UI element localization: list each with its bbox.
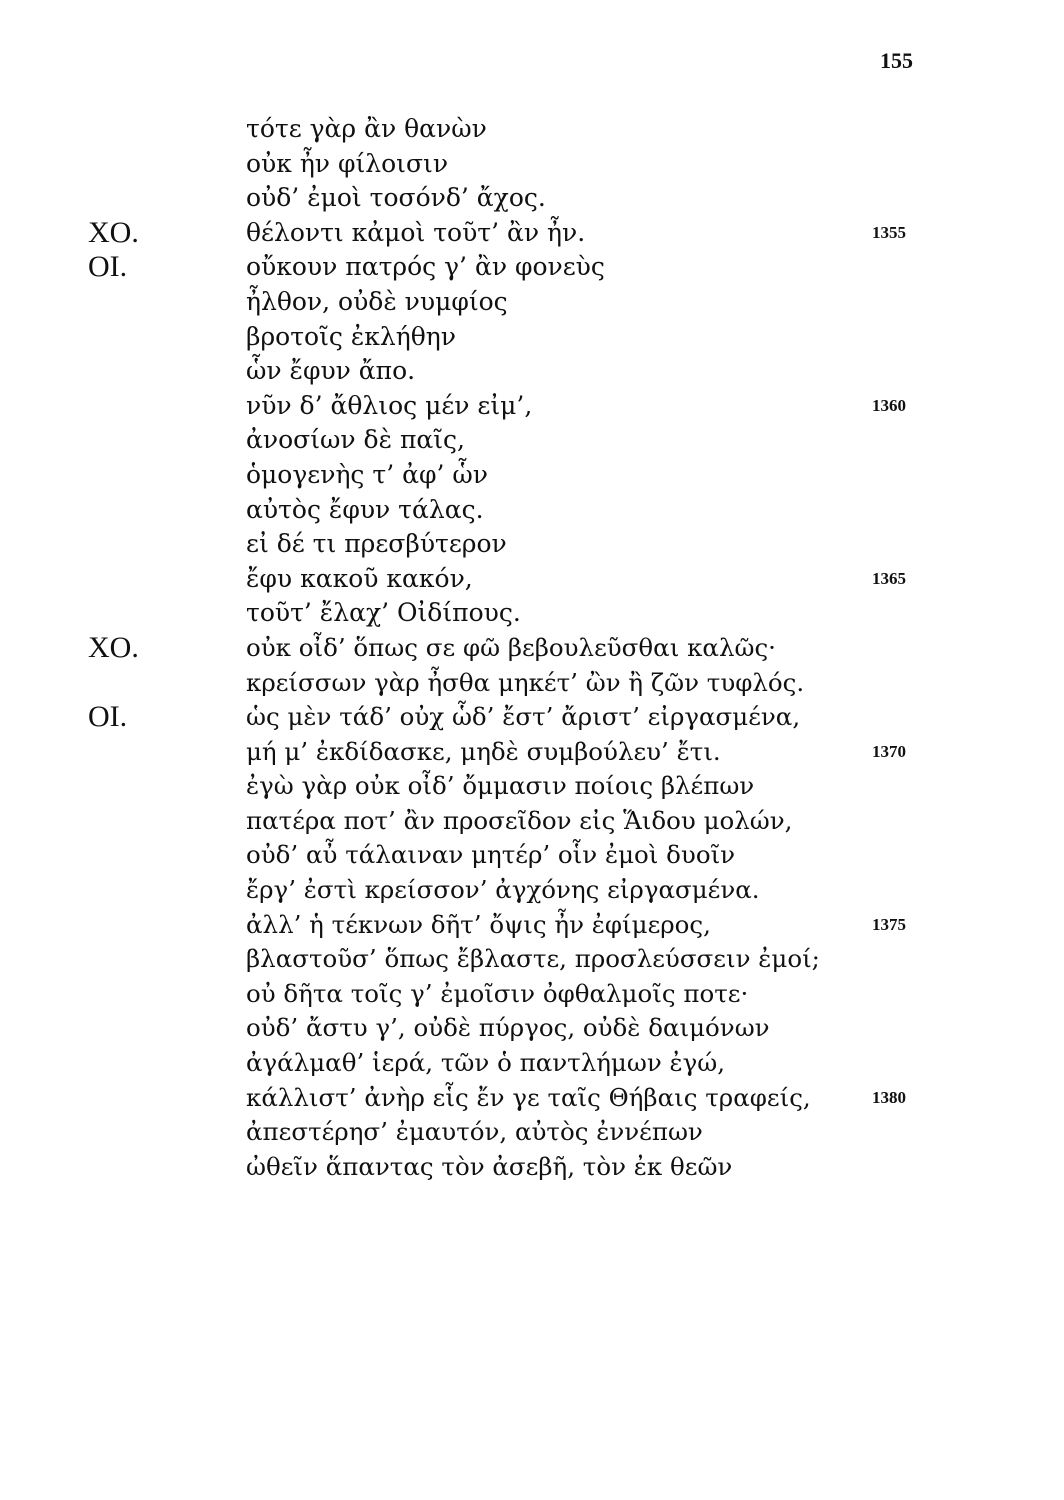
verse-line	[0, 147, 1064, 182]
verse-text: κρείσσων γὰρ ἦσθα μηκέτ’ ὢν ἢ ζῶν τυφλός.	[246, 667, 805, 697]
verse-line	[0, 873, 1064, 908]
verse-line	[0, 735, 1064, 770]
verse-line	[0, 527, 1064, 562]
line-number: 1380	[872, 1087, 906, 1107]
verse-text: τοῦτ’ ἔλαχ’ Οἰδίπους.	[246, 598, 521, 628]
line-number: 1355	[872, 222, 906, 242]
verse-text: θέλοντι κἀμοὶ τοῦτ’ ἂν ἦν.	[246, 217, 586, 247]
page-number: 155	[880, 48, 913, 73]
verse-text: κάλλιστ’ ἀνὴρ εἷς ἔν γε ταῖς Θήβαις τραφείς,	[246, 1082, 811, 1112]
verse-line	[0, 562, 1064, 597]
poem-text	[0, 112, 1064, 1184]
verse-text: ἀλλ’ ἡ τέκνων δῆτ’ ὄψις ἦν ἐφίμερος,	[246, 909, 711, 939]
verse-text: οὐκ οἶδ’ ὅπως σε φῶ βεβουλεῦσθαι καλῶς·	[246, 632, 776, 662]
verse-text: οὐδ’ αὖ τάλαιναν μητέρ’ οἷν ἐμοὶ δυοῖν	[246, 840, 736, 870]
verse-line	[0, 700, 1064, 735]
verse-line	[0, 354, 1064, 389]
speaker-label: ΧΟ.	[88, 215, 139, 249]
verse-text: ἔργ’ ἐστὶ κρείσσον’ ἀγχόνης εἰργασμένα.	[246, 875, 760, 905]
verse-text: εἰ δέ τι πρεσβύτερον	[246, 529, 507, 559]
verse-text: ἀγάλμαθ’ ἱερά, τῶν ὁ παντλήμων ἐγώ,	[246, 1048, 726, 1078]
verse-line	[0, 942, 1064, 977]
verse-text: ἀνοσίων δὲ παῖς,	[246, 425, 466, 455]
verse-line	[0, 216, 1064, 251]
verse-line	[0, 838, 1064, 873]
verse-text: οὔκουν πατρός γ’ ἂν φονεὺς	[246, 252, 605, 282]
verse-text: οὐδ’ ἄστυ γ’, οὐδὲ πύργος, οὐδὲ δαιμόνων	[246, 1013, 770, 1043]
speaker-label: ΧΟ.	[88, 630, 139, 664]
verse-text: οὐδ’ ἐμοὶ τοσόνδ’ ἄχος.	[246, 183, 546, 213]
verse-line	[0, 977, 1064, 1012]
line-number: 1370	[872, 741, 906, 761]
verse-line	[0, 769, 1064, 804]
verse-line	[0, 1115, 1064, 1150]
verse-text: ὠθεῖν ἅπαντας τὸν ἀσεβῆ, τὸν ἐκ θεῶν	[246, 1151, 733, 1181]
verse-text: ἀπεστέρησ’ ἐμαυτόν, αὐτὸς ἐννέπων	[246, 1117, 703, 1147]
speaker-label: ΟΙ.	[88, 700, 128, 734]
verse-text: μή μ’ ἐκδίδασκε, μηδὲ συμβούλευ’ ἔτι.	[246, 736, 721, 766]
line-number: 1375	[872, 914, 906, 934]
verse-text: νῦν δ’ ἄθλιος μέν εἰμ’,	[246, 390, 533, 420]
verse-text: ὡς μὲν τάδ’ οὐχ ὧδ’ ἔστ’ ἄριστ’ εἰργασμένα,	[246, 702, 801, 732]
verse-line	[0, 804, 1064, 839]
verse-text: βροτοῖς ἐκλήθην	[246, 321, 456, 351]
verse-text: πατέρα ποτ’ ἂν προσεῖδον εἰς Ἅιδου μολών,	[246, 805, 793, 835]
line-number: 1360	[872, 395, 906, 415]
verse-text: ὁμογενὴς τ’ ἀφ’ ὧν	[246, 459, 488, 489]
verse-text: ἦλθον, οὐδὲ νυμφίος	[246, 286, 508, 316]
verse-line	[0, 250, 1064, 285]
verse-line	[0, 493, 1064, 528]
verse-line	[0, 458, 1064, 493]
verse-line	[0, 112, 1064, 147]
verse-line	[0, 1046, 1064, 1081]
verse-text: ὧν ἔφυν ἄπο.	[246, 356, 416, 386]
verse-line	[0, 389, 1064, 424]
verse-line	[0, 181, 1064, 216]
verse-line	[0, 285, 1064, 320]
verse-line	[0, 631, 1064, 666]
line-number: 1365	[872, 568, 906, 588]
verse-line	[0, 908, 1064, 943]
verse-text: αὐτὸς ἔφυν τάλας.	[246, 494, 484, 524]
verse-line	[0, 423, 1064, 458]
verse-text: βλαστοῦσ’ ὅπως ἔβλαστε, προσλεύσσειν ἐμοί;	[246, 944, 820, 974]
verse-line	[0, 1081, 1064, 1116]
speaker-label: ΟΙ.	[88, 250, 128, 284]
verse-line	[0, 1011, 1064, 1046]
verse-line	[0, 320, 1064, 355]
verse-text: ἐγὼ γὰρ οὐκ οἶδ’ ὄμμασιν ποίοις βλέπων	[246, 771, 755, 801]
verse-text: οὐ δῆτα τοῖς γ’ ἐμοῖσιν ὀφθαλμοῖς ποτε·	[246, 978, 749, 1008]
verse-line	[0, 596, 1064, 631]
verse-text: ἔφυ κακοῦ κακόν,	[246, 563, 473, 593]
verse-text: τότε γὰρ ἂν θανὼν	[246, 114, 487, 143]
verse-line	[0, 1150, 1064, 1185]
verse-text: οὐκ ἦν φίλοισιν	[246, 148, 449, 178]
verse-line	[0, 666, 1064, 701]
